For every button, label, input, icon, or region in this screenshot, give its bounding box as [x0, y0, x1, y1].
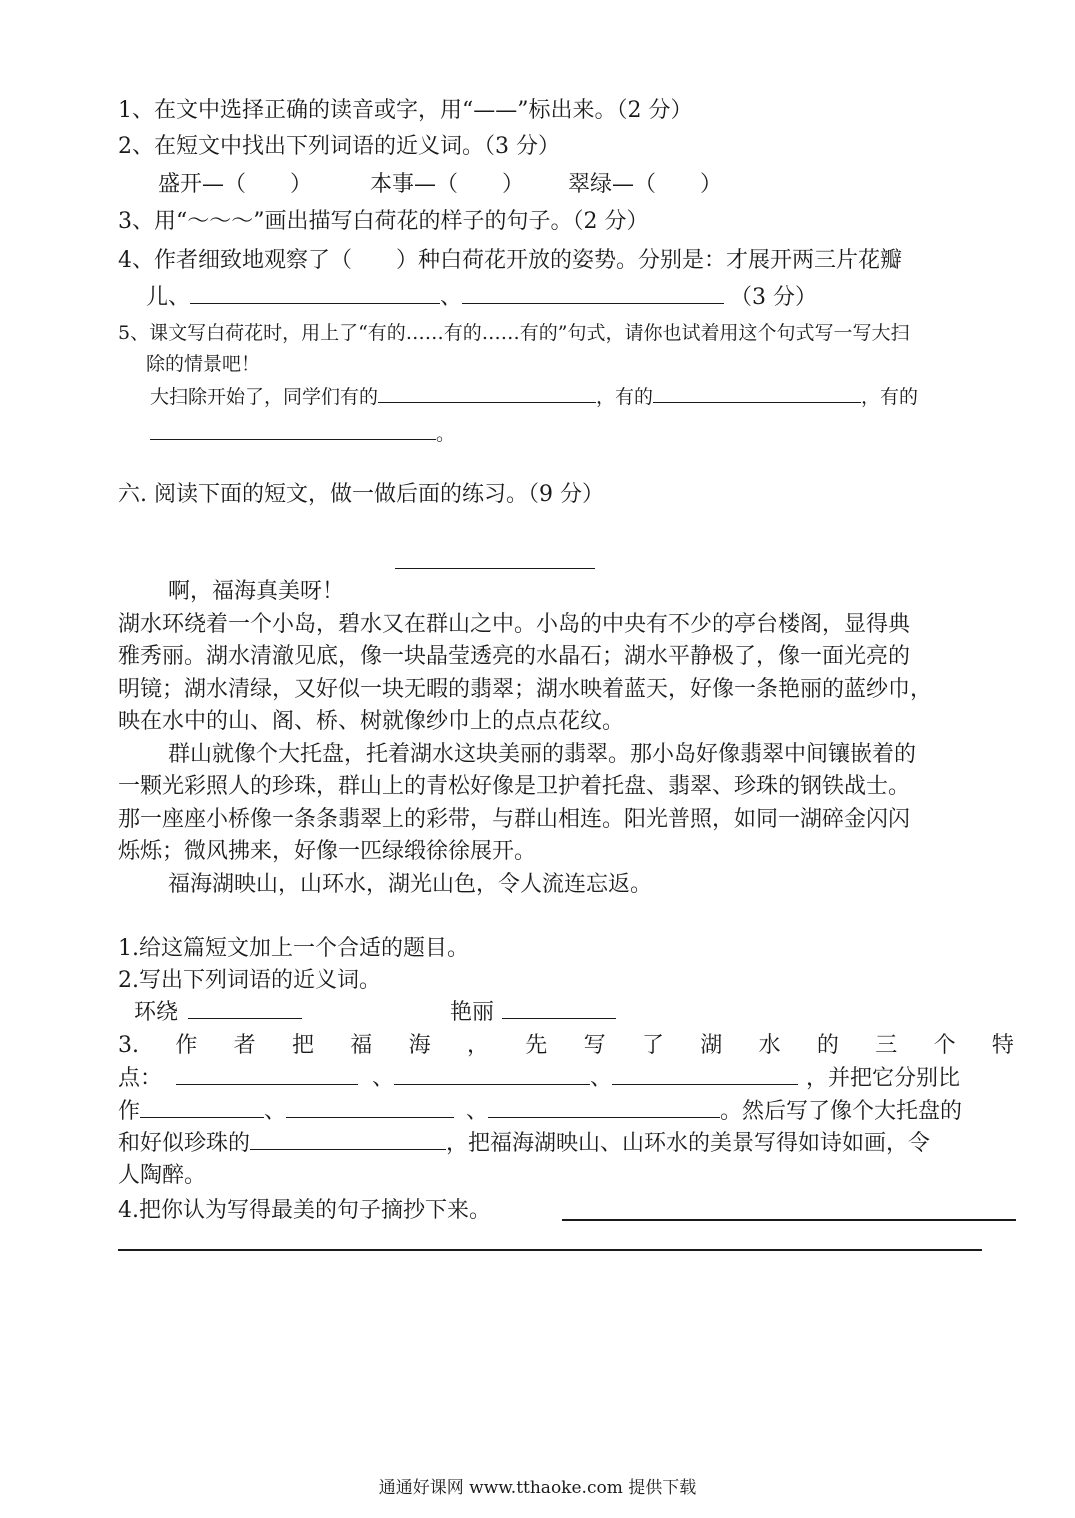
e3-l4-a: 和好似珍珠的: [118, 1131, 251, 1156]
q5-b: ，有的: [596, 386, 654, 408]
q5-end: 。: [436, 423, 456, 445]
q5-c: ，有的: [861, 386, 919, 408]
answer-blank[interactable]: [140, 1097, 264, 1118]
e3-l2-b: 、: [372, 1066, 395, 1091]
footer-source: 通通好课网 www.tthaoke.com 提供下载: [378, 1478, 697, 1498]
e3-char: 3.: [118, 1033, 139, 1058]
e3-l2-d: ，并把它分别比: [806, 1066, 961, 1091]
question-3: 3、用“～～～”画出描写白荷花的样子的句子。（2 分）: [118, 209, 649, 234]
q5-a: 大扫除开始了，同学们有的: [150, 386, 379, 408]
answer-blank[interactable]: [488, 1097, 720, 1118]
passage-exclaim: 啊，福海真美呀！: [168, 579, 345, 604]
word-yanli: 艳丽: [450, 1000, 495, 1025]
q4-prefix: 儿、: [146, 285, 191, 310]
e3-l3-c: 、: [466, 1099, 489, 1124]
word-huanrao: 环绕: [134, 1000, 179, 1025]
answer-blank[interactable]: [190, 283, 440, 304]
q2-item-3: 翠绿—（ ）: [568, 172, 723, 197]
answer-line[interactable]: [118, 1249, 982, 1251]
e3-char: 海: [408, 1033, 431, 1058]
exercise-1: 1.给这篇短文加上一个合适的题目。: [118, 936, 469, 961]
answer-blank[interactable]: [394, 1064, 590, 1085]
question-5-line3: [150, 382, 918, 412]
e3-char: 水: [758, 1033, 781, 1058]
question-4-line2: [146, 283, 817, 313]
e3-char: 三: [875, 1033, 898, 1058]
answer-blank[interactable]: [502, 998, 616, 1019]
e3-char: ，: [466, 1033, 489, 1058]
exercise-3-line2: [118, 1064, 960, 1094]
e3-l3-d: 。然后写了像个大托盘的: [720, 1099, 963, 1124]
answer-blank[interactable]: [653, 382, 861, 403]
e3-char: 者: [233, 1033, 256, 1058]
exercise-3-line3: [118, 1097, 962, 1127]
answer-blank[interactable]: [462, 283, 724, 304]
e3-char: 湖: [700, 1033, 723, 1058]
answer-blank[interactable]: [286, 1097, 454, 1118]
passage-line: 雅秀丽。湖水清澈见底，像一块晶莹透亮的水晶石；湖水平静极了，像一面光亮的: [118, 644, 911, 669]
q2-item-2: 本事—（ ）: [370, 172, 525, 197]
answer-blank[interactable]: [176, 1064, 358, 1085]
section-6-heading: 六. 阅读下面的短文，做一做后面的练习。（9 分）: [118, 482, 604, 507]
e3-char: 把: [291, 1033, 314, 1058]
passage-line: 湖水环绕着一个小岛，碧水又在群山之中。小岛的中央有不少的亭台楼阁，显得典: [118, 612, 911, 637]
passage-line: 福海湖映山，山环水，湖光山色，令人流连忘返。: [168, 872, 653, 897]
answer-blank[interactable]: [150, 419, 436, 440]
e3-l3-a: 作: [118, 1099, 141, 1124]
exercise-2-words: [134, 998, 616, 1028]
answer-blank[interactable]: [188, 998, 302, 1019]
passage-line: 明镜；湖水清绿，又好似一块无暇的翡翠；湖水映着蓝天，好像一条艳丽的蓝纱巾，: [118, 677, 933, 702]
exercise-4: 4.把你认为写得最美的句子摘抄下来。: [118, 1198, 491, 1223]
q4-score: （3 分）: [730, 285, 818, 310]
e3-char: 的: [816, 1033, 839, 1058]
e3-char: 了: [641, 1033, 664, 1058]
answer-blank[interactable]: [612, 1064, 798, 1085]
answer-blank[interactable]: [250, 1129, 446, 1150]
question-4-line1: 4、作者细致地观察了（ ）种白荷花开放的姿势。分别是：才展开两三片花瓣: [118, 248, 902, 273]
question-1: 1、在文中选择正确的读音或字，用“——”标出来。（2 分）: [118, 98, 693, 123]
e3-char: 个: [933, 1033, 956, 1058]
e3-l2-a: 点：: [118, 1066, 163, 1091]
question-5-line2: 除的情景吧！: [146, 353, 261, 375]
e3-l2-c: 、: [590, 1066, 613, 1091]
exercise-3-line1: [118, 1031, 1014, 1061]
passage-line: 那一座座小桥像一条条翡翠上的彩带，与群山相连。阳光普照，如同一湖碎金闪闪: [118, 807, 911, 832]
question-5-line1: 5、课文写白荷花时，用上了“有的……有的……有的”句式，请你也试着用这个句式写一写大扫: [118, 322, 910, 344]
q2-item-1: 盛开—（ ）: [158, 172, 313, 197]
e3-char: 先: [525, 1033, 548, 1058]
q4-sep: 、: [440, 285, 463, 310]
question-2: 2、在短文中找出下列词语的近义词。（3 分）: [118, 134, 560, 159]
exercise-3-line4: [118, 1129, 930, 1159]
e3-l4-b: ，把福海湖映山、山环水的美景写得如诗如画，令: [446, 1131, 931, 1156]
e3-char: 写: [583, 1033, 606, 1058]
passage-line: 映在水中的山、阁、桥、树就像纱巾上的点点花纹。: [118, 709, 625, 734]
e3-char: 作: [175, 1033, 198, 1058]
title-blank-line[interactable]: [395, 568, 595, 569]
e3-l3-b: 、: [264, 1099, 287, 1124]
e3-char: 特: [991, 1033, 1014, 1058]
passage-line: 群山就像个大托盘，托着湖水这块美丽的翡翠。那小岛好像翡翠中间镶嵌着的: [168, 742, 917, 767]
answer-line[interactable]: [562, 1219, 1016, 1221]
passage-line: 一颗光彩照人的珍珠，群山上的青松好像是卫护着托盘、翡翠、珍珠的钢铁战士。: [118, 774, 911, 799]
passage-line: 烁烁；微风拂来，好像一匹绿缎徐徐展开。: [118, 839, 537, 864]
e3-char: 福: [350, 1033, 373, 1058]
exercise-2: 2.写出下列词语的近义词。: [118, 968, 381, 993]
exercise-3-line5: 人陶醉。: [118, 1163, 207, 1188]
answer-blank[interactable]: [378, 382, 596, 403]
question-5-line4: [150, 419, 455, 449]
